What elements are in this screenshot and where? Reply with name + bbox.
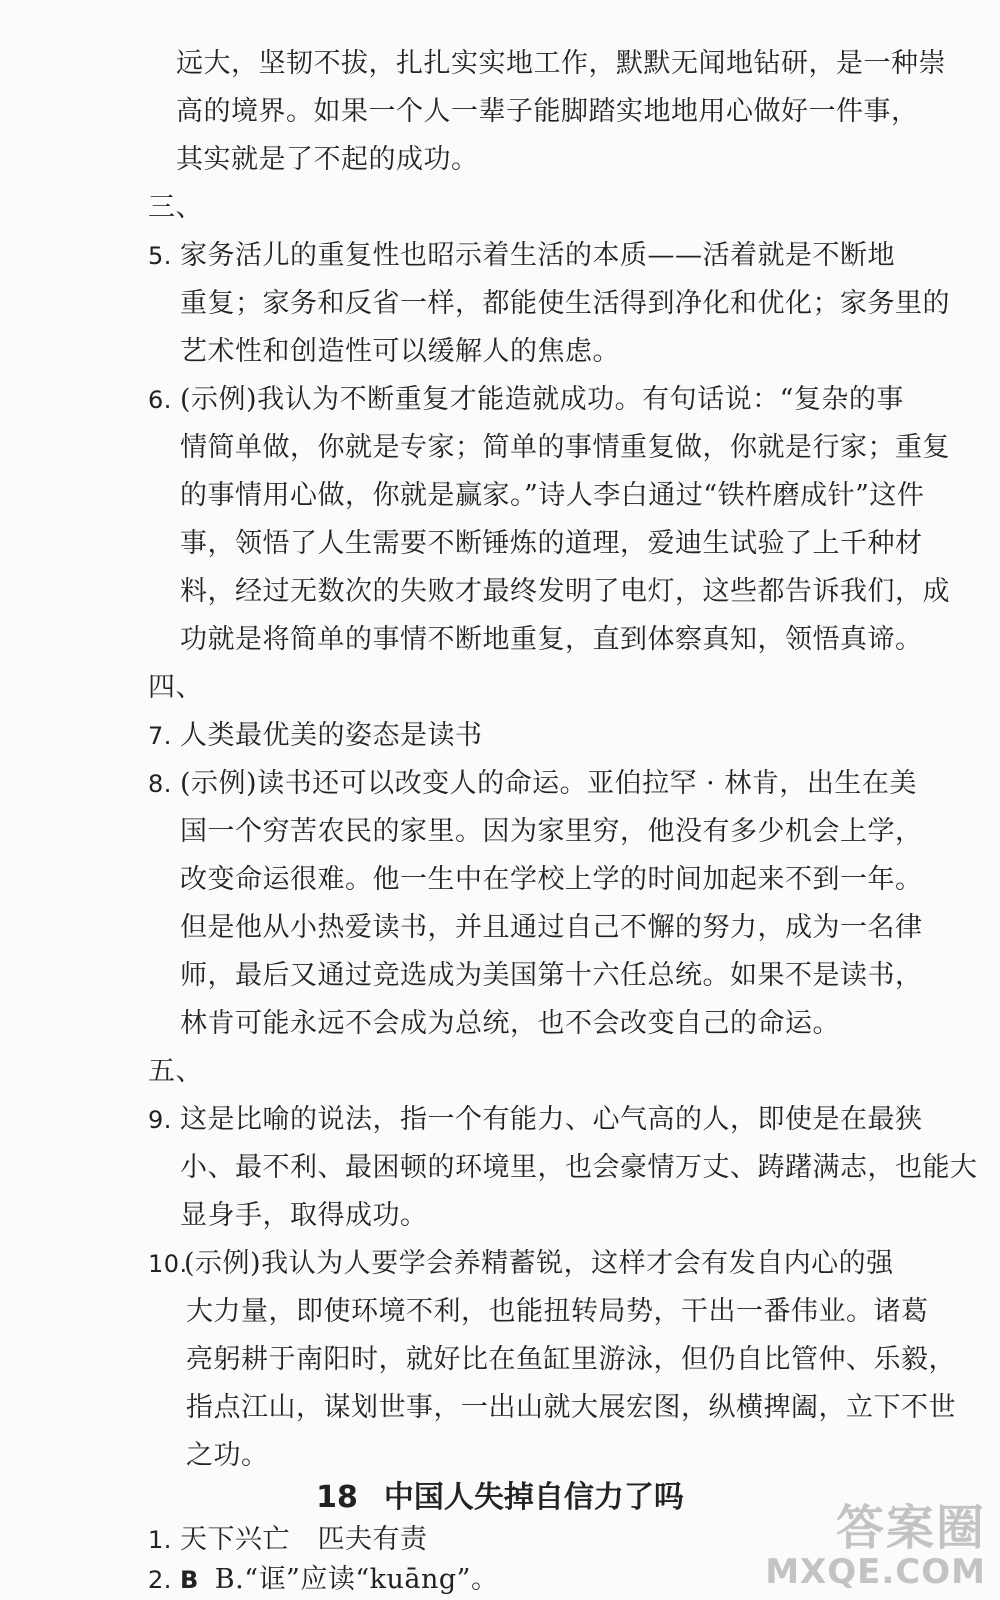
text-line: 大力量，即使环境不利，也能扭转局势，干出一番伟业。诸葛 <box>186 1296 929 1327</box>
text-line: 改变命运很难。他一生中在学校上学的时间加起来不到一年。 <box>180 864 923 895</box>
question-number: 7. <box>148 722 172 750</box>
text-line: 功就是将简单的事情不断地重复，直到体察真知，领悟真谛。 <box>180 624 923 655</box>
answer-text: 这是比喻的说法，指一个有能力、心气高的人，即使是在最狭 <box>180 1104 923 1135</box>
question-number: 6. <box>148 386 172 414</box>
question-9 <box>148 1100 923 1140</box>
answer-text: (示例)我认为不断重复才能造就成功。有句话说：“复杂的事 <box>180 384 904 415</box>
question-7 <box>148 716 483 756</box>
section-heading: 五、 <box>148 1056 203 1087</box>
question-number: 5. <box>148 242 172 270</box>
question-number: 1. <box>148 1526 172 1554</box>
question-number: 8. <box>148 770 172 798</box>
text-line: 之功。 <box>186 1440 269 1471</box>
question-5 <box>148 236 895 276</box>
lesson-question-1 <box>148 1520 428 1560</box>
watermark-url: MXQE.COM <box>765 1552 986 1592</box>
watermark-text: 答案圈 <box>835 1500 986 1556</box>
text-line: 小、最不利、最困顿的环境里，也会豪情万丈、踌躇满志，也能大 <box>180 1152 978 1183</box>
text-line: 情简单做，你就是专家；简单的事情重复做，你就是行家；重复 <box>180 432 950 463</box>
question-10 <box>148 1244 894 1284</box>
text-line: 远大，坚韧不拔，扎扎实实地工作，默默无闻地钻研，是一种崇 <box>176 48 946 79</box>
answer-text: (示例)读书还可以改变人的命运。亚伯拉罕 · 林肯，出生在美 <box>180 768 917 799</box>
question-number: 10. <box>148 1250 188 1278</box>
text-line: 林肯可能永远不会成为总统，也不会改变自己的命运。 <box>180 1008 840 1039</box>
question-number: 2. <box>148 1566 172 1594</box>
answer-text: (示例)我认为人要学会养精蓄锐，这样才会有发自内心的强 <box>184 1248 894 1279</box>
lesson-number: 18 <box>316 1480 358 1515</box>
answer-text: 人类最优美的姿态是读书 <box>180 720 483 751</box>
answer-text: 天下兴亡 匹夫有责 <box>180 1524 428 1555</box>
question-6 <box>148 380 904 420</box>
text-line: 师，最后又通过竞选成为美国第十六任总统。如果不是读书， <box>180 960 923 991</box>
text-line: 其实就是了不起的成功。 <box>176 144 479 175</box>
section-heading: 四、 <box>148 672 203 703</box>
text-line: 高的境界。如果一个人一辈子能脚踏实地地用心做好一件事， <box>176 96 919 127</box>
text-line: 但是他从小热爱读书，并且通过自己不懈的努力，成为一名律 <box>180 912 923 943</box>
text-line: 的事情用心做，你就是赢家。”诗人李白通过“铁杵磨成针”这件 <box>180 480 925 511</box>
lesson-name: 中国人失掉自信力了吗 <box>383 1480 684 1515</box>
text-line: 事，领悟了人生需要不断锤炼的道理，爱迪生试验了上千种材 <box>180 528 923 559</box>
text-line: 国一个穷苦农民的家里。因为家里穷，他没有多少机会上学， <box>180 816 923 847</box>
question-number: 9. <box>148 1106 172 1134</box>
answer-text: 家务活儿的重复性也昭示着生活的本质——活着就是不断地 <box>180 240 895 271</box>
answer-text: B.“诓”应读“kuāng”。 <box>214 1564 499 1595</box>
text-line: 料，经过无数次的失败才最终发明了电灯，这些都告诉我们，成 <box>180 576 950 607</box>
answer-choice: B <box>180 1566 199 1594</box>
section-heading: 三、 <box>148 192 203 223</box>
text-line: 艺术性和创造性可以缓解人的焦虑。 <box>180 336 620 367</box>
question-8 <box>148 764 917 804</box>
text-line: 重复；家务和反省一样，都能使生活得到净化和优化；家务里的 <box>180 288 950 319</box>
text-line: 显身手，取得成功。 <box>180 1200 428 1231</box>
text-line: 指点江山，谋划世事，一出山就大展宏图，纵横捭阖，立下不世 <box>186 1392 956 1423</box>
text-line: 亮躬耕于南阳时，就好比在鱼缸里游泳，但仍自比管仲、乐毅， <box>186 1344 956 1375</box>
watermark-logo <box>765 1502 986 1590</box>
lesson-question-2 <box>148 1560 498 1600</box>
